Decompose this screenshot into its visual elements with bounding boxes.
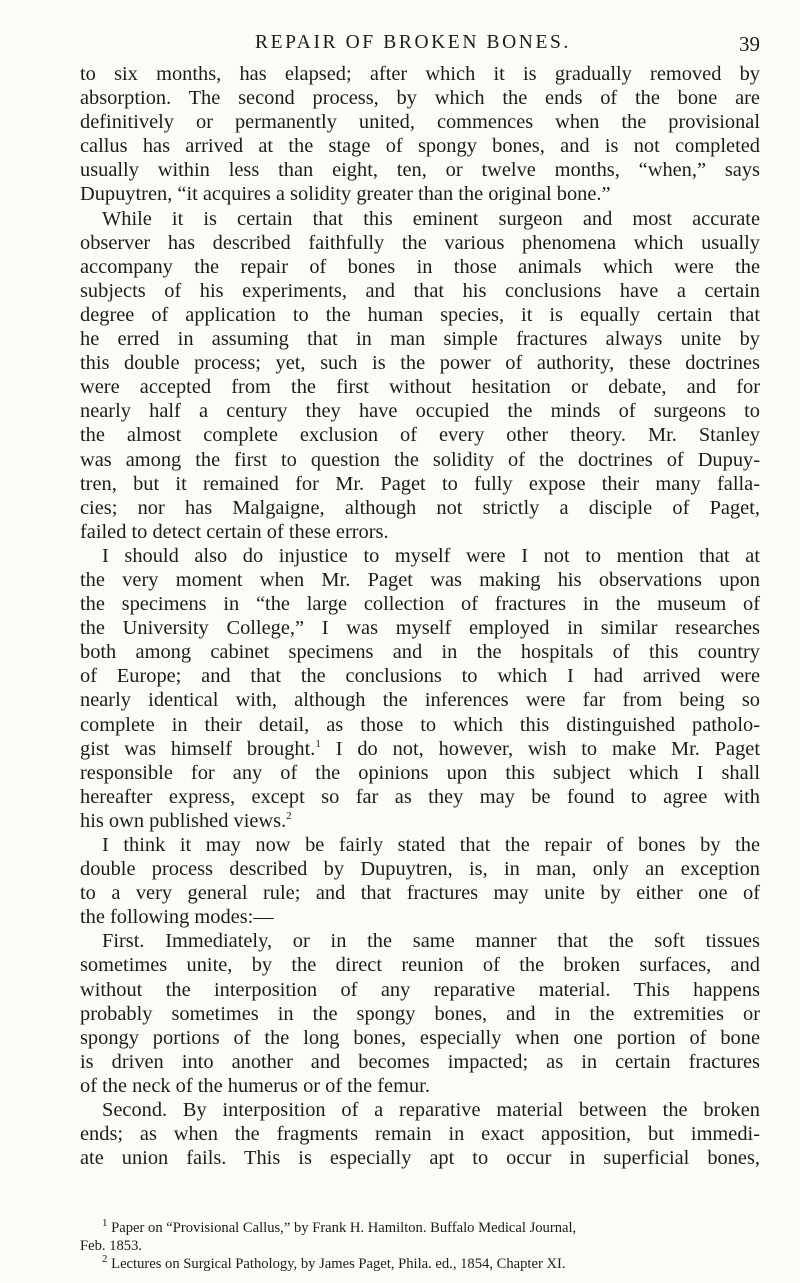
text-line — [80, 110, 760, 134]
line-text: spongy portions of the long bones, especially when one portion of bone — [80, 1026, 760, 1049]
text-line — [80, 1074, 760, 1098]
line-text: was among the first to question the solidity of the doctrines of Dupuy- — [80, 448, 760, 471]
line-text: he erred in assuming that in man simple fractures always unite by — [80, 328, 760, 351]
text-line — [80, 182, 760, 206]
text-line — [80, 496, 760, 520]
line-text: both among cabinet specimens and in the hospitals of this country — [80, 641, 760, 664]
line-text: Second. By interposition of a reparative material between the broken — [102, 1099, 760, 1122]
text-line — [80, 688, 760, 712]
text-line — [80, 327, 760, 351]
text-line — [80, 1122, 760, 1146]
footnote-text: Paper on “Provisional Callus,” by Frank H. Hamilton. Buffalo Medical Journal, — [111, 1220, 577, 1236]
text-line — [80, 664, 760, 688]
text-line — [80, 62, 760, 86]
line-text: ate union fails. This is especially apt to occur in superficial bones, — [80, 1147, 760, 1170]
text-line — [80, 134, 760, 158]
line-text: First. Immediately, or in the same manner that the soft tissues — [102, 930, 760, 953]
line-text: this double process; yet, such is the power of authority, these doctrines — [80, 352, 760, 375]
text-line — [80, 303, 760, 327]
line-text: the specimens in “the large collection of fractures in the museum of — [80, 593, 760, 616]
line-text: responsible for any of the opinions upon this subject which I shall — [80, 761, 760, 784]
line-text: tren, but it remained for Mr. Paget to fully expose their many falla- — [80, 472, 760, 495]
footnote-ref: 1 — [315, 737, 321, 750]
line-text: I should also do injustice to myself were I not to mention that at — [102, 544, 760, 567]
line-text: usually within less than eight, ten, or twelve months, “when,” says — [80, 159, 760, 182]
line-text: definitively or permanently united, commences when the provisional — [80, 111, 760, 134]
line-text: hereafter express, except so far as they may be found to agree with — [80, 785, 760, 808]
line-text: failed to detect certain of these errors. — [80, 520, 389, 543]
line-text: absorption. The second process, by which the ends of the bone are — [80, 87, 760, 110]
text-line — [80, 375, 760, 399]
line-text: sometimes unite, by the direct reunion of the broken surfaces, and — [80, 954, 760, 977]
text-line — [80, 857, 760, 881]
text-line — [80, 616, 760, 640]
text-line — [80, 905, 760, 929]
line-text: of Europe; and that the conclusions to which I had arrived were — [80, 665, 760, 688]
text-line — [80, 592, 760, 616]
text-line — [80, 737, 760, 761]
footnote-mark: 2 — [102, 1253, 108, 1266]
line-text: double process described by Dupuytren, is, in man, only an exception — [80, 858, 760, 881]
line-text: the very moment when Mr. Paget was making his observations upon — [80, 568, 760, 591]
line-text: nearly half a century they have occupied the minds of surgeons to — [80, 400, 760, 423]
text-line — [80, 351, 760, 375]
text-line — [80, 1098, 760, 1122]
line-text: the following modes:— — [80, 906, 274, 929]
line-text: nearly identical with, although the inferences were far from being so — [80, 689, 760, 712]
line-text: While it is certain that this eminent surgeon and most accurate — [102, 207, 760, 230]
line-text: the almost complete exclusion of every other theory. Mr. Stanley — [80, 424, 760, 447]
line-text: observer has described faithfully the various phenomena which usually — [80, 231, 760, 254]
line-text: without the interposition of any reparative material. This happens — [80, 978, 760, 1001]
line-text: accompany the repair of bones in those animals which were the — [80, 255, 760, 278]
text-line — [80, 86, 760, 110]
line-text: gist was himself brought. — [80, 737, 316, 760]
text-line — [80, 255, 760, 279]
line-text: subjects of his experiments, and that his conclusions have a certain — [80, 279, 760, 302]
line-text: degree of application to the human species, it is equally certain that — [80, 303, 760, 326]
footnotes — [80, 1219, 760, 1273]
footnote-mark: 1 — [102, 1217, 108, 1230]
line-text: were accepted from the first without hesitation or debate, and for — [80, 376, 760, 399]
line-text: callus has arrived at the stage of spongy bones, and is not completed — [80, 135, 760, 158]
text-line — [80, 953, 760, 977]
line-text: his own published views. — [80, 809, 287, 832]
text-line — [80, 207, 760, 231]
text-line — [80, 1026, 760, 1050]
text-line — [80, 1050, 760, 1074]
text-line — [80, 399, 760, 423]
text-line — [80, 423, 760, 447]
text-line — [80, 279, 760, 303]
text-line — [80, 881, 760, 905]
text-line — [80, 472, 760, 496]
footnote-text: Lectures on Surgical Pathology, by James Paget, Phila. ed., 1854, Chapter XI. — [111, 1256, 566, 1272]
text-line — [80, 1002, 760, 1026]
line-text-after: I do not, however, wish to make Mr. Paget — [320, 737, 760, 760]
text-line — [80, 568, 760, 592]
footnote-continuation: Feb. 1853. — [80, 1238, 143, 1254]
text-line — [80, 785, 760, 809]
text-line — [80, 1146, 760, 1170]
line-text: of the neck of the humerus or of the femur. — [80, 1074, 430, 1097]
line-text: probably sometimes in the spongy bones, and in the extremities or — [80, 1002, 760, 1025]
line-text: cies; nor has Malgaigne, although not strictly a disciple of Paget, — [80, 496, 760, 519]
line-text: I think it may now be fairly stated that the repair of bones by the — [102, 834, 760, 856]
text-line — [80, 809, 760, 833]
text-line — [80, 978, 760, 1002]
body-text — [80, 62, 760, 1170]
text-line — [80, 833, 760, 857]
running-head — [80, 32, 760, 62]
text-line — [80, 448, 760, 472]
line-text: to six months, has elapsed; after which it is gradually removed by — [80, 63, 760, 85]
line-text: is driven into another and becomes impacted; as in certain fractures — [80, 1050, 760, 1073]
line-text: ends; as when the fragments remain in exact apposition, but immedi- — [80, 1123, 760, 1146]
line-text: Dupuytren, “it acquires a solidity greater than the original bone.” — [80, 183, 611, 206]
text-line — [80, 158, 760, 182]
footnote — [80, 1255, 760, 1273]
text-line — [80, 713, 760, 737]
text-line — [80, 640, 760, 664]
footnote-ref: 2 — [286, 810, 292, 823]
page-number: 39 — [739, 32, 760, 56]
text-line — [80, 761, 760, 785]
running-title: REPAIR OF BROKEN BONES. — [255, 32, 571, 53]
footnote — [80, 1219, 760, 1237]
line-text: the University College,” I was myself employed in similar researches — [80, 617, 760, 640]
line-text: to a very general rule; and that fractures may unite by either one of — [80, 882, 760, 905]
text-line — [80, 520, 760, 544]
text-line — [80, 929, 760, 953]
text-line — [80, 544, 760, 568]
text-line — [80, 231, 760, 255]
line-text: complete in their detail, as those to which this distinguished patholo- — [80, 713, 760, 736]
